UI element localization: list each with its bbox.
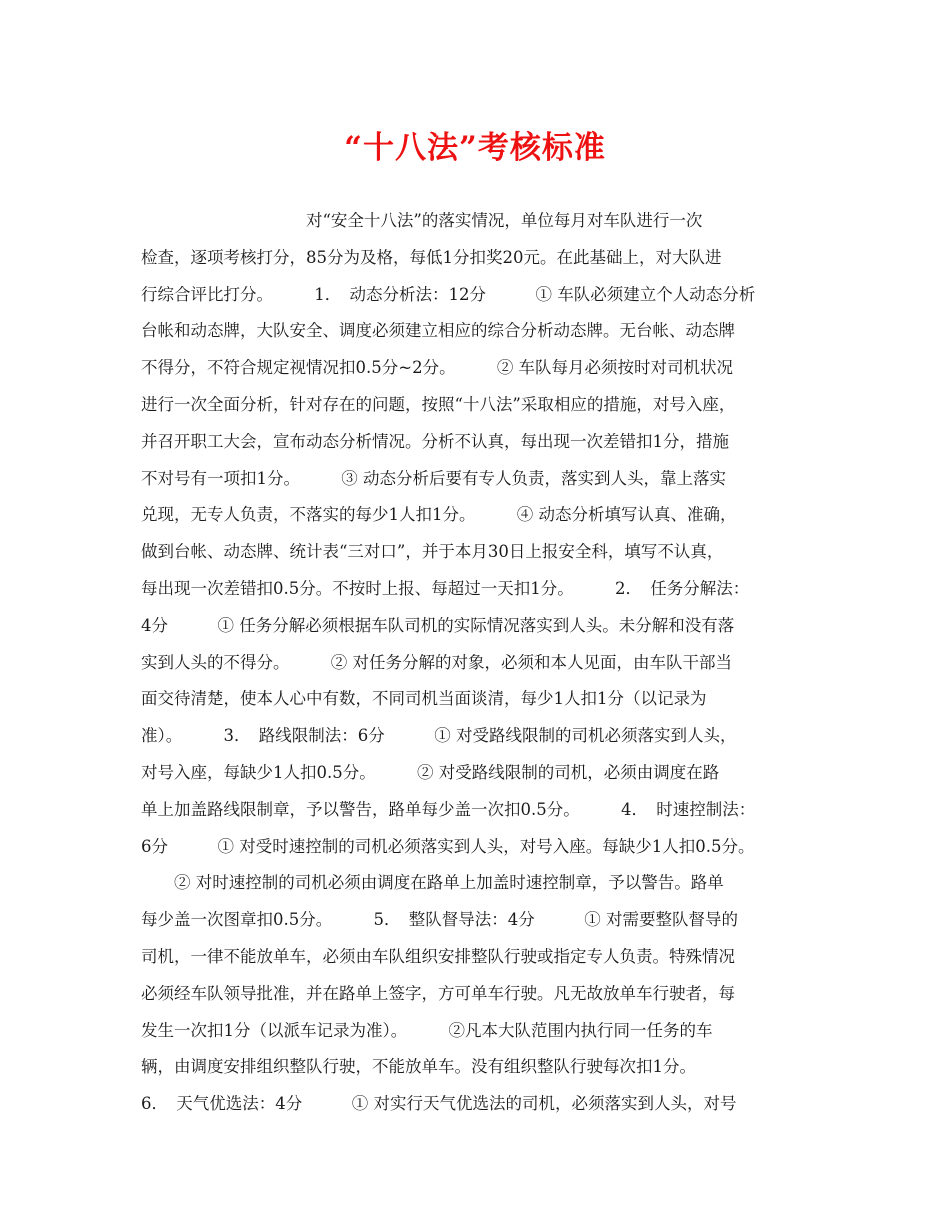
body-line: 司机，一律不能放单车，必须由车队组织安排整队行驶或指定专人负责。特殊情况: [141, 946, 735, 966]
body-line: 6分 ① 对受时速控制的司机必须落实到人头，对号入座。每缺少1人扣0.5分。: [141, 836, 755, 856]
body-line: 实到人头的不得分。 ② 对任务分解的对象，必须和本人见面，由车队干部当: [141, 652, 732, 672]
body-line: 对“安全十八法”的落实情况，单位每月对车队进行一次: [141, 211, 703, 230]
body-line: 台帐和动态牌，大队安全、调度必须建立相应的综合分析动态牌。无台帐、动态牌: [141, 321, 735, 341]
body-line: ② 对时速控制的司机必须由调度在路单上加盖时速控制章，予以警告。路单: [141, 873, 724, 893]
body-line: 做到台帐、动态牌、统计表“三对口”，并于本月30日上报安全科，填写不认真，: [141, 542, 724, 562]
body-line: 单上加盖路线限制章，予以警告，路单每少盖一次扣0.5分。 4． 时速控制法：: [141, 799, 756, 819]
body-line: 必须经车队领导批准，并在路单上签字，方可单车行驶。凡无故放单车行驶者，每: [141, 983, 735, 1003]
body-line: 不对号有一项扣1分。 ③ 动态分析后要有专人负责，落实到人头，靠上落实: [141, 468, 726, 488]
document-title: “十八法”考核标准: [344, 130, 606, 166]
body-line: 兑现，无专人负责，不落实的每少1人扣1分。 ④ 动态分析填写认真、准确，: [141, 505, 737, 525]
body-line: 面交待清楚，使本人心中有数，不同司机当面谈清，每少1人扣1分（以记录为: [141, 689, 707, 709]
body-line: 准）。 3． 路线限制法：6分 ① 对受路线限制的司机必须落实到人头，: [141, 726, 737, 746]
body-line: 每少盖一次图章扣0.5分。 5． 整队督导法：4分 ① 对需要整队督导的: [141, 910, 738, 930]
body-line: 进行一次全面分析，针对存在的问题，按照“十八法”采取相应的措施，对号入座，: [141, 394, 736, 414]
body-line: 发生一次扣1分（以派车记录为准）。 ②凡本大队范围内执行同一任务的车: [141, 1020, 713, 1040]
body-line: 辆，由调度安排组织整队行驶，不能放单车。没有组织整队行驶每次扣1分。: [141, 1057, 696, 1077]
body-line: 行综合评比打分。 1． 动态分析法：12分 ① 车队必须建立个人动态分析: [141, 284, 756, 304]
body-line: 每出现一次差错扣0.5分。不按时上报、每超过一天扣1分。 2． 任务分解法：: [141, 578, 750, 598]
body-line: 4分 ① 任务分解必须根据车队司机的实际情况落实到人头。未分解和没有落: [141, 615, 735, 635]
body-line: 检查，逐项考核打分，85分为及格，每低1分扣奖20元。在此基础上，对大队进: [141, 247, 722, 267]
document-body: [141, 203, 811, 1123]
body-line: 对号入座，每缺少1人扣0.5分。 ② 对受路线限制的司机，必须由调度在路: [141, 762, 720, 782]
body-line: 不得分，不符合规定视情况扣0.5分~2分。 ② 车队每月必须按时对司机状况: [141, 358, 734, 378]
body-line: 并召开职工大会，宣布动态分析情况。分析不认真，每出现一次差错扣1分，措施: [141, 431, 729, 451]
body-line: 6． 天气优选法：4分 ① 对实行天气优选法的司机，必须落实到人头，对号: [141, 1094, 737, 1114]
